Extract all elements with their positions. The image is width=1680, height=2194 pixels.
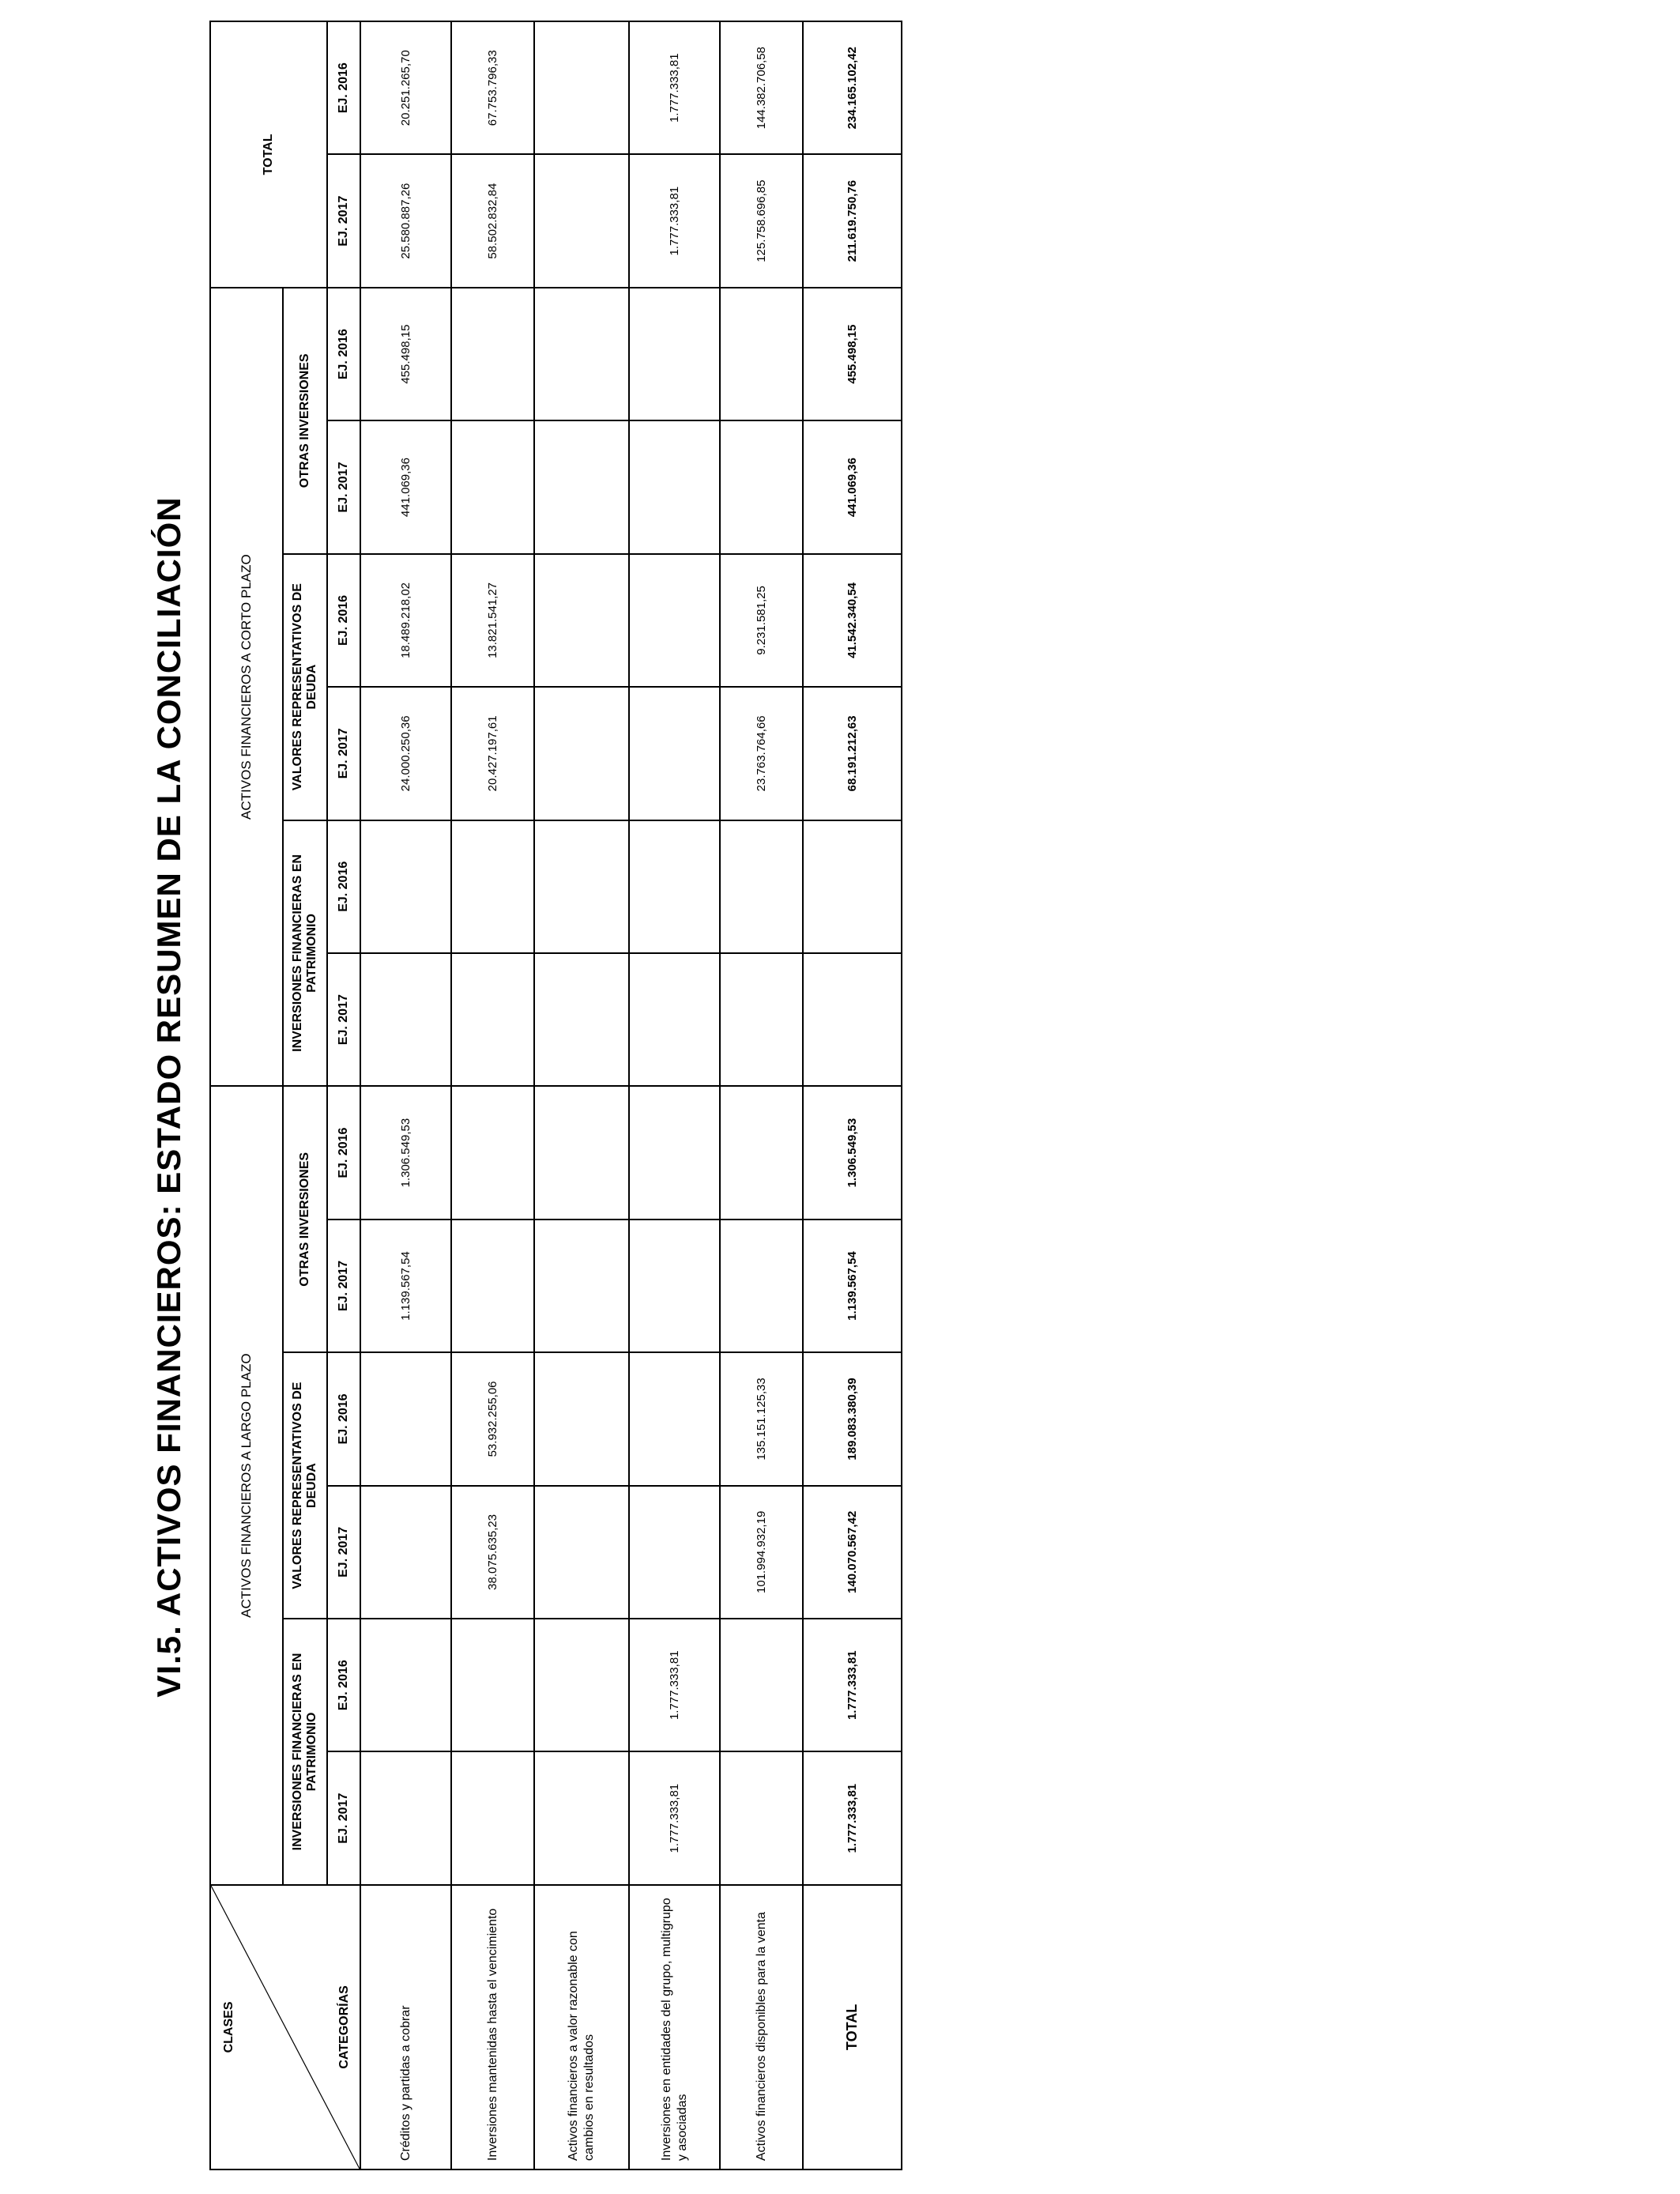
value-cell	[720, 1619, 803, 1751]
value-cell	[534, 420, 629, 553]
value-cell: 1.306.549,53	[360, 1086, 451, 1219]
total-value-cell: 211.619.750,76	[803, 154, 902, 287]
value-cell: 1.777.333,81	[629, 1619, 720, 1751]
total-value-cell: 234.165.102,42	[803, 21, 902, 154]
value-cell	[451, 953, 534, 1086]
total-header: TOTAL	[210, 21, 327, 288]
value-cell	[534, 554, 629, 687]
value-cell	[451, 1220, 534, 1352]
total-value-cell	[803, 953, 902, 1086]
year-header-y2017: EJ. 2017	[327, 1486, 360, 1619]
category-label: Activos financieros a valor razonable con cambios en resultados	[534, 1885, 629, 2169]
value-cell: 1.777.333,81	[629, 21, 720, 154]
value-cell: 67.753.796,33	[451, 21, 534, 154]
value-cell: 9.231.581,25	[720, 554, 803, 687]
value-cell	[629, 554, 720, 687]
value-cell	[534, 1086, 629, 1219]
otras-inversiones-lp-header: OTRAS INVERSIONES	[283, 1086, 327, 1352]
value-cell	[629, 288, 720, 420]
value-cell	[534, 1619, 629, 1751]
year-header-y2017: EJ. 2017	[327, 687, 360, 820]
value-cell: 20.251.265,70	[360, 21, 451, 154]
value-cell	[629, 1352, 720, 1485]
year-header-y2017: EJ. 2017	[327, 420, 360, 553]
total-value-cell: 441.069,36	[803, 420, 902, 553]
clases-categorias-header	[210, 1885, 360, 2169]
value-cell	[629, 1086, 720, 1219]
value-cell	[451, 288, 534, 420]
value-cell	[534, 21, 629, 154]
value-cell: 25.580.887,26	[360, 154, 451, 287]
value-cell	[451, 420, 534, 553]
category-label: Créditos y partidas a cobrar	[360, 1885, 451, 2169]
value-cell: 53.932.255,06	[451, 1352, 534, 1485]
table-row	[360, 21, 451, 2169]
year-header-y2017: EJ. 2017	[327, 953, 360, 1086]
value-cell: 1.777.333,81	[629, 1751, 720, 1884]
total-row	[803, 21, 902, 2169]
value-cell	[720, 1751, 803, 1884]
value-cell	[629, 687, 720, 820]
categorias-label: CATEGORÍAS	[337, 1985, 351, 2069]
value-cell	[629, 420, 720, 553]
value-cell	[360, 953, 451, 1086]
corto-plazo-header: ACTIVOS FINANCIEROS A CORTO PLAZO	[210, 288, 283, 1087]
year-header-y2017: EJ. 2017	[327, 1220, 360, 1352]
year-header-y2016: EJ. 2016	[327, 1086, 360, 1219]
total-value-cell: 1.777.333,81	[803, 1751, 902, 1884]
value-cell	[534, 953, 629, 1086]
value-cell: 125.758.696,85	[720, 154, 803, 287]
value-cell	[451, 1086, 534, 1219]
table-row	[451, 21, 534, 2169]
inv-patrimonio-cp-header: INVERSIONES FINANCIERAS EN PATRIMONIO	[283, 820, 327, 1087]
year-header-y2017: EJ. 2017	[327, 1751, 360, 1884]
year-header-y2016: EJ. 2016	[327, 1352, 360, 1485]
value-cell: 101.994.932,19	[720, 1486, 803, 1619]
value-cell: 24.000.250,36	[360, 687, 451, 820]
year-header-y2016: EJ. 2016	[327, 820, 360, 953]
inv-patrimonio-lp-header: INVERSIONES FINANCIERAS EN PATRIMONIO	[283, 1619, 327, 1885]
table-row	[629, 21, 720, 2169]
value-cell	[451, 1751, 534, 1884]
value-cell	[629, 953, 720, 1086]
report-title: VI.5. ACTIVOS FINANCIEROS: ESTADO RESUMEN DE LA CONCILIACIÓN	[150, 496, 187, 1698]
value-cell: 455.498,15	[360, 288, 451, 420]
category-label: Inversiones en entidades del grupo, multigrupo y asociadas	[629, 1885, 720, 2169]
value-cell: 23.763.764,66	[720, 687, 803, 820]
value-cell: 144.382.706,58	[720, 21, 803, 154]
category-label: Inversiones mantenidas hasta el vencimiento	[451, 1885, 534, 2169]
value-cell: 38.075.635,23	[451, 1486, 534, 1619]
value-cell	[360, 1352, 451, 1485]
value-cell: 1.139.567,54	[360, 1220, 451, 1352]
value-cell: 58.502.832,84	[451, 154, 534, 287]
total-value-cell: 140.070.567,42	[803, 1486, 902, 1619]
total-value-cell: 189.083.380,39	[803, 1352, 902, 1485]
year-header-y2016: EJ. 2016	[327, 288, 360, 420]
valores-deuda-lp-header: VALORES REPRESENTATIVOS DE DEUDA	[283, 1352, 327, 1619]
value-cell	[629, 1220, 720, 1352]
table-row	[720, 21, 803, 2169]
value-cell	[360, 1751, 451, 1884]
value-cell	[360, 820, 451, 953]
value-cell: 20.427.197,61	[451, 687, 534, 820]
table-row	[534, 21, 629, 2169]
total-row-label: TOTAL	[803, 1885, 902, 2169]
total-value-cell: 455.498,15	[803, 288, 902, 420]
total-value-cell: 1.306.549,53	[803, 1086, 902, 1219]
year-header-y2017: EJ. 2017	[327, 154, 360, 287]
value-cell	[534, 1352, 629, 1485]
value-cell	[534, 687, 629, 820]
value-cell	[720, 420, 803, 553]
value-cell	[534, 1751, 629, 1884]
otras-inversiones-cp-header: OTRAS INVERSIONES	[283, 288, 327, 554]
value-cell	[720, 1086, 803, 1219]
value-cell	[534, 820, 629, 953]
value-cell	[360, 1619, 451, 1751]
category-label: Activos financieros disponibles para la venta	[720, 1885, 803, 2169]
value-cell	[720, 820, 803, 953]
value-cell	[720, 953, 803, 1086]
total-value-cell	[803, 820, 902, 953]
total-value-cell: 68.191.212,63	[803, 687, 902, 820]
total-value-cell: 1.139.567,54	[803, 1220, 902, 1352]
value-cell	[629, 820, 720, 953]
value-cell	[534, 288, 629, 420]
value-cell	[629, 1486, 720, 1619]
value-cell	[720, 288, 803, 420]
value-cell	[534, 1220, 629, 1352]
total-value-cell: 41.542.340,54	[803, 554, 902, 687]
value-cell	[534, 154, 629, 287]
year-header-y2016: EJ. 2016	[327, 21, 360, 154]
year-header-y2016: EJ. 2016	[327, 1619, 360, 1751]
largo-plazo-header: ACTIVOS FINANCIEROS A LARGO PLAZO	[210, 1086, 283, 1884]
total-value-cell: 1.777.333,81	[803, 1619, 902, 1751]
value-cell: 1.777.333,81	[629, 154, 720, 287]
value-cell: 13.821.541,27	[451, 554, 534, 687]
value-cell	[360, 1486, 451, 1619]
value-cell	[720, 1220, 803, 1352]
value-cell	[451, 1619, 534, 1751]
clases-label: CLASES	[222, 2001, 235, 2053]
value-cell: 18.489.218,02	[360, 554, 451, 687]
value-cell	[534, 1486, 629, 1619]
value-cell: 441.069,36	[360, 420, 451, 553]
valores-deuda-cp-header: VALORES REPRESENTATIVOS DE DEUDA	[283, 554, 327, 820]
value-cell: 135.151.125,33	[720, 1352, 803, 1485]
reconciliation-table	[209, 21, 902, 2170]
value-cell	[451, 820, 534, 953]
year-header-y2016: EJ. 2016	[327, 554, 360, 687]
